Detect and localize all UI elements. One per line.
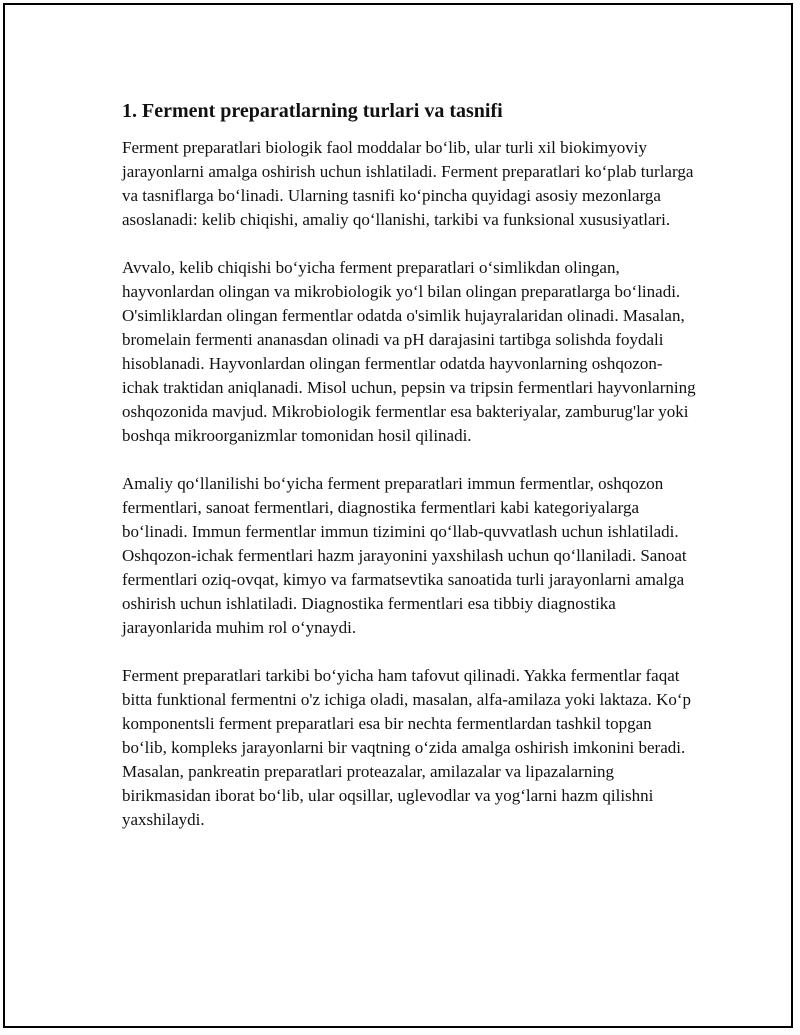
- paragraph-composition: Ferment preparatlari tarkibi bo‘yicha ham tafovut qilinadi. Yakka fermentlar faqat bitta funktional fermentni o'z ichiga oladi, masalan, alfa-amilaza yoki laktaza. Ko‘p komponentsli ferment preparatlari esa bir nechta fermentlardan tashkil topgan bo‘lib, kompleks jarayonlarni bir vaqtning o‘zida amalga oshirish imkonini beradi. Masalan, pankreatin preparatlari proteazalar, amilazalar va lipazalarning birikmasidan iborat bo‘lib, ular oqsillar, uglevodlar va yog‘larni hazm qilishni yaxshilaydi.: [122, 666, 692, 829]
- paragraph-intro: Ferment preparatlari biologik faol moddalar bo‘lib, ular turli xil biokimyoviy jarayonlarni amalga oshirish uchun ishlatiladi. Ferment preparatlari ko‘plab turlarga va tasniflarga bo‘linadi. Ularning tasnifi ko‘pincha quyidagi asosiy mezonlarga asoslanadi: kelib chiqishi, amaliy qo‘llanishi, tarkibi va funksional xususiyatlari.: [122, 138, 694, 229]
- paragraph-origin: Avvalo, kelib chiqishi bo‘yicha ferment preparatlari o‘simlikdan olingan, hayvonlardan olingan va mikrobiologik yo‘l bilan olingan preparatlarga bo‘linadi. O'simliklardan olingan fermentlar odatda o'simlik hujayralaridan olinadi. Masalan, bromelain fermenti ananasdan olinadi va pH darajasini tartibga solishda foydali hisoblanadi. Hayvonlardan olingan fermentlar odatda hayvonlarning oshqozon-ichak traktidan aniqlanadi. Misol uchun, pepsin va tripsin fermentlari hayvonlarning oshqozonida mavjud. Mikrobiologik fermentlar esa bakteriyalar, zamburug'lar yoki boshqa mikroorganizmlar tomonidan hosil qilinadi.: [122, 258, 696, 445]
- page-frame: [3, 3, 793, 1028]
- paragraph-application: Amaliy qo‘llanilishi bo‘yicha ferment preparatlari immun fermentlar, oshqozon fermentlari, sanoat fermentlari, diagnostika fermentlari kabi kategoriyalarga bo‘linadi. Immun fermentlar immun tizimini qo‘llab-quvvatlash uchun ishlatiladi. Oshqozon-ichak fermentlari hazm jarayonini yaxshilash uchun qo‘llaniladi. Sanoat fermentlari oziq-ovqat, kimyo va farmatsevtika sanoatida turli jarayonlarni amalga oshirish uchun ishlatiladi. Diagnostika fermentlari esa tibbiy diagnostika jarayonlarida muhim rol o‘ynaydi.: [122, 474, 687, 637]
- document-body: [122, 98, 697, 856]
- section-heading: 1. Ferment preparatlarning turlari va tasnifi: [122, 100, 503, 122]
